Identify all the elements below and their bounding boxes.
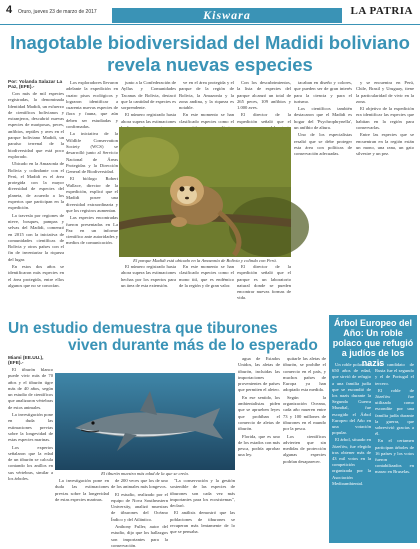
paragraph: El tiburón blanco puede vivir más de 70 años y el tiburón tigre más de 40 años, según un estudio de científicos que analizaron vértebras de estos animales. <box>8 367 53 410</box>
article1-byline: Por: Yolanda Salazar La Paz, (EFE).- <box>8 80 63 90</box>
article1-col4 <box>179 80 234 126</box>
article1-col6 <box>294 80 352 312</box>
paragraph: Anthony Fuller, autor del estudio, dijo que los hallazgos son importantes para la conservación. <box>111 524 168 548</box>
issue-date: Oruro, jueves 23 de marzo de 2017 <box>18 9 97 15</box>
paragraph: tacaban en diseño y colores, que pueden ser de gran interés para la ciencia y para el turismo. <box>294 80 352 104</box>
article2-col1 <box>8 356 53 542</box>
paragraph: Ubicado en la Amazonía de Bolivia y colindante con el Perú, el Madidi es el área protegida con la mayor diversidad de especies del planeta, de acuerdo a los expertos que participan en la expedición. <box>8 161 64 211</box>
article1-col3 <box>121 80 176 126</box>
article2-headline <box>8 320 326 354</box>
paragraph: La investigación pone en duda las estimaciones previas sobre la longevidad de estas especies marinas. <box>8 412 53 443</box>
paragraph: junto a la Confederación de Ayllus y Comunidades Tacanas de Bolivia, destacó que la cantidad de especies es sorprendente. <box>121 80 176 111</box>
article2-col2 <box>111 478 168 548</box>
sidebar-box <box>329 315 417 543</box>
section-banner: Kiswara <box>112 8 342 23</box>
monkey-photo <box>119 127 291 257</box>
article1-col2 <box>66 80 118 312</box>
article2-byline: Miami (EE.UU.), (EFE).- <box>8 356 44 366</box>
paragraph: "La conservación y la gestión sostenible de las especies de tiburones son cada vez más importantes para los ecosistemas", declaró. <box>170 478 235 509</box>
monkey-illustration <box>119 127 291 257</box>
paragraph: El objetivo de la expedición era identificar las especies que habitan en la región para conservarlas. <box>356 106 414 131</box>
sidebar-title: Árbol Europeo del Año: Un roble polaco que refugió a judíos de los nazis <box>332 318 414 368</box>
paragraph: ve en el área protegida y el parque de la región de Bolivia, la Amazonía y la zona andina, y la riqueza es notable. <box>179 80 234 111</box>
shark-illustration <box>55 373 235 470</box>
paragraph: El estudio, realizado por el equipo de Nova Southeastern University, analizó muestras de tiburones del Océano Índico y del Atlántico. <box>111 491 168 522</box>
photo-caption: El parque Madidi está ubicado en la Amazonía de Bolivia y colinda con Perú. <box>133 258 277 263</box>
paragraph: En el certamen participan árboles de 16 países y los votos fueron contabilizados en marzo en Bruselas. <box>375 438 414 475</box>
paragraph: El biólogo Robert Wallace, director de la expedición, explicó que el Madidi posee una diversidad extraordinaria y que los registros aumentan. <box>66 176 118 213</box>
article1-col5b <box>237 264 291 312</box>
article2-headline-line2: viven durante más de lo esperado <box>68 337 318 354</box>
paragraph: El director de la expedición señaló que el parque es un laboratorio natural donde se pueden encontrar nuevas formas de vida. <box>237 264 291 301</box>
paragraph: La travesía por regiones de nieve, bosques, pampas y selvas del Madidi, comenzó en 2015 con la iniciativa de comunidades científicas de Bolivia y otros países con el fin de inventariar la riqueza del lugar. <box>8 212 64 262</box>
paragraph: Los científicos también destacaron que el Madidi es hogar del 'Psychrophrynella', un anfibio de altura. <box>294 106 352 131</box>
article1-col7 <box>356 80 414 312</box>
paragraph: Con más de mil especies registradas, la denominada Identidad Madidi, un esfuerzo de científicos bolivianos y extranjeros, descubrió nuevas especies de mariposas, peces, anfibios, reptiles y aves en el parque boliviano Madidi, un paraíso terrenal de la biodiversidad que está poco explorado. <box>8 91 64 159</box>
paragraph: Uno de los especialistas resaltó que se debe proteger esta área con políticas de conservación adecuadas. <box>294 132 352 157</box>
article1-col4b <box>179 264 234 312</box>
article2-col5 <box>283 356 326 542</box>
article1-col5 <box>237 80 291 126</box>
article2-col3 <box>170 478 235 542</box>
page-number: 4 <box>6 4 13 16</box>
paragraph: El candidato de Rusia fue el segundo y el de Portugal el tercero. <box>375 362 414 386</box>
photo-caption: El tiburón muestra más edad de la que se creía. <box>101 471 189 476</box>
paragraph: Entre las especies que se encuentran en la región están un mono, una rana, un gato silvestre y un pez. <box>356 132 414 157</box>
paragraph: El número registrado hasta ahora supera las estimaciones <box>121 112 176 124</box>
paragraph: Un roble polaco de 650 años de edad, que sirvió de refugio a una familia judía que se escondió de los nazis durante la Segunda Guerra Mundial, fue escogido el Árbol Europeo del Año en una votación popular. <box>332 362 371 436</box>
paragraph: La investigación pone en duda las estimaciones previas sobre la longevidad de estas especies marinas. <box>55 478 109 502</box>
paragraph: En este momento se han clasificado especies como el <box>179 112 234 124</box>
paragraph: Los científicos advierten que sin medidas de protección algunas especies podrían desaparecer. <box>283 433 326 464</box>
header-rule <box>0 24 420 25</box>
paragraph: quitarle las aletas de tiburón, se prohíbe el comercio en el país, y muchos países de Europa ya han adoptado esta medida. <box>283 356 326 393</box>
paragraph: En ese sentido, los ambientalistas piden que se aprueben leyes que prohíban el comercio de aletas de tiburón. <box>238 394 280 432</box>
paragraph: Florida, que es uno de los estados con más pesca, podría aprobar una ley. <box>238 433 280 458</box>
paragraph: de 200 veces que los de uno de los animales más longevos. <box>111 478 168 490</box>
article1-col3b <box>121 264 176 312</box>
article1-headline: Inagotable biodiversidad del Madidi boliviano revela nuevas especies <box>10 32 410 75</box>
paragraph: En este momento se han clasificado especies como el mono tití, que es endémico de la región y de gran valor. <box>179 264 234 288</box>
paragraph: El árbol, situado en Józefów, fue elegido tras obtener más de 43 mil votos en la competición organizada por la Asociación Medioambiental. <box>332 437 371 486</box>
paragraph: El director de la expedición señaló que el <box>237 112 291 124</box>
paragraph: El roble de Józefów fue utilizado como escondite por una familia judía durante la guerra, que sobrevivió gracias a él. <box>375 387 414 437</box>
paragraph: Con los descubrimientos, la lista de especies del parque alcanzó un total de 265 peces, 109 anfibios y 1.000 aves. <box>237 80 291 111</box>
article2-col2a <box>55 478 109 542</box>
paragraph: Según la organización Oceana, cada año mueren entre 73 y 100 millones de tiburones en el mundo por la pesca. <box>283 394 326 432</box>
paragraph: y se encuentra en Perú, Chile, Brasil y Uruguay, tiene la particularidad de vivir en la zona. <box>356 80 414 104</box>
article2-col4 <box>238 356 280 542</box>
paragraph: El número registrado hasta ahora supera las estimaciones hechas por los expertos para un área de esta extensión. <box>121 264 176 288</box>
paragraph: El análisis demostró que las poblaciones de tiburones se recuperan más lentamente de lo que se pensaba. <box>170 510 235 535</box>
newspaper-masthead: LA PATRIA <box>350 5 413 17</box>
paragraph: En estos dos años se identificaron más especies en el área protegida, entre ellos algunos que no se conocían. <box>8 264 64 288</box>
paragraph: La iniciativa de la Wildlife Conservation Society (WCS) se desarrolló junto al Servicio Nacional de Áreas Protegidas y la Dirección General de Biodiversidad. <box>66 131 118 175</box>
paragraph: Los exploradores llevaron adelante la expedición en cuatro pisos ecológicos y lograron identificar a cuarenta nuevas especies de flora y fauna, que aún deben ser estudiadas y confirmadas. <box>66 80 118 130</box>
article2-headline-line1: Un estudio demuestra que tiburones <box>8 320 278 337</box>
page-header <box>0 0 420 34</box>
paragraph: agua de Estados Unidos, las aletas de tiburón, incluidas las importaciones provenientes de países que permiten el aleteo. <box>238 356 280 393</box>
paragraph: Los expertos señalaron que la edad de un tiburón se calcula contando los anillos en sus vértebras, similar a los árboles. <box>8 444 53 482</box>
shark-photo <box>55 373 235 470</box>
paragraph: Las especies encontradas fueron presentadas en La Paz en un informe científico ante autoridades y medios de comunicación. <box>66 215 118 246</box>
sidebar-body <box>332 362 414 540</box>
article1-col1 <box>8 80 64 312</box>
